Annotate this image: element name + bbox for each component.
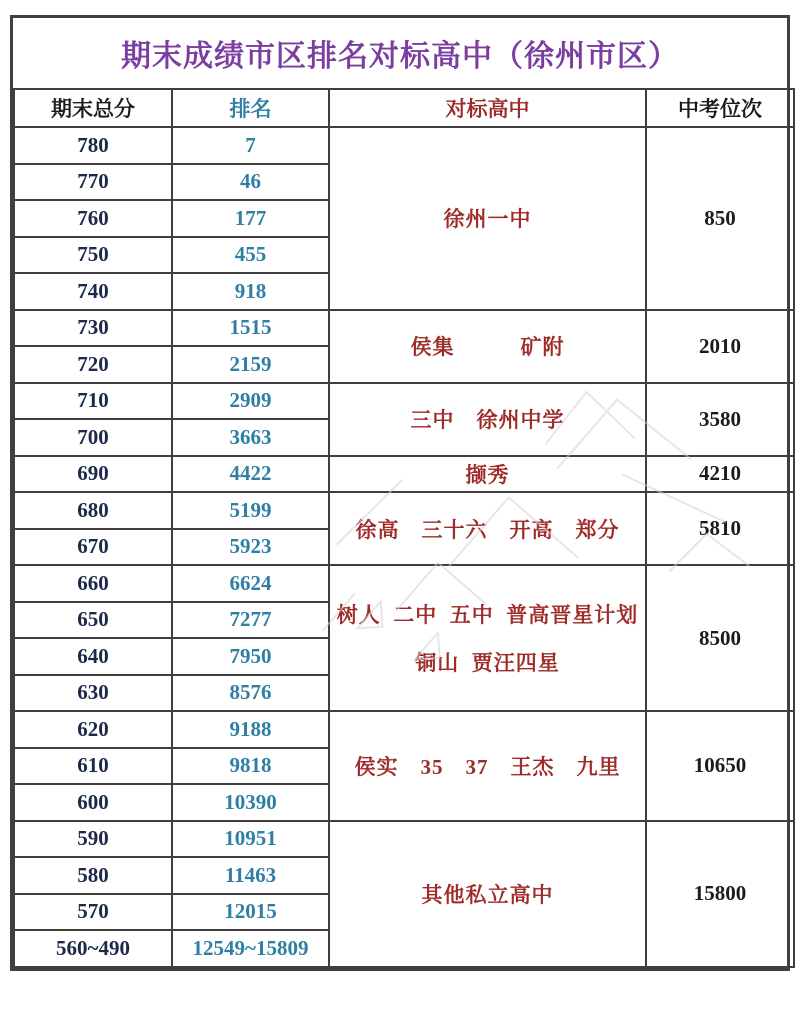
rank-cell: 12015 xyxy=(172,894,329,931)
exam-rank-cell: 15800 xyxy=(646,821,794,967)
score-cell: 720 xyxy=(14,346,172,383)
score-cell: 610 xyxy=(14,748,172,785)
col-header-target-school: 对标高中 xyxy=(329,89,646,127)
school-cell xyxy=(329,310,646,383)
school-name-line: 侯实 35 37 王杰 九里 xyxy=(354,754,621,779)
table-row xyxy=(14,310,794,347)
rank-cell: 10951 xyxy=(172,821,329,858)
school-cell xyxy=(329,383,646,456)
school-name-line: 徐州一中 xyxy=(443,207,532,232)
rank-cell: 1515 xyxy=(172,310,329,347)
score-cell: 710 xyxy=(14,383,172,420)
score-cell: 650 xyxy=(14,602,172,639)
rank-cell: 12549~15809 xyxy=(172,930,329,967)
table-row xyxy=(14,383,794,420)
score-cell: 580 xyxy=(14,857,172,894)
rank-cell: 4422 xyxy=(172,456,329,493)
exam-rank-cell: 4210 xyxy=(646,456,794,493)
exam-rank-cell: 10650 xyxy=(646,711,794,821)
rank-cell: 6624 xyxy=(172,565,329,602)
score-cell: 640 xyxy=(14,638,172,675)
rank-cell: 7950 xyxy=(172,638,329,675)
score-cell: 770 xyxy=(14,164,172,201)
score-cell: 660 xyxy=(14,565,172,602)
rank-cell: 5923 xyxy=(172,529,329,566)
table-body xyxy=(14,127,794,967)
rank-cell: 5199 xyxy=(172,492,329,529)
score-cell: 670 xyxy=(14,529,172,566)
table-frame xyxy=(10,15,790,971)
table-row xyxy=(14,821,794,858)
header-row xyxy=(14,89,794,127)
school-name-line: 铜山 贾汪四星 xyxy=(415,651,560,675)
rank-cell: 455 xyxy=(172,237,329,274)
rank-cell: 10390 xyxy=(172,784,329,821)
score-cell: 760 xyxy=(14,200,172,237)
rank-cell: 9818 xyxy=(172,748,329,785)
school-name-line: 徐高 三十六 开高 郑分 xyxy=(355,517,620,542)
table-row xyxy=(14,565,794,602)
score-cell: 780 xyxy=(14,127,172,164)
school-cell xyxy=(329,565,646,711)
school-name-line: 其他私立高中 xyxy=(421,882,554,907)
score-cell: 630 xyxy=(14,675,172,712)
table-row xyxy=(14,492,794,529)
exam-rank-cell: 3580 xyxy=(646,383,794,456)
score-mapping-table xyxy=(13,88,795,968)
rank-cell: 11463 xyxy=(172,857,329,894)
col-header-final-score: 期末总分 xyxy=(14,89,172,127)
exam-rank-cell: 2010 xyxy=(646,310,794,383)
score-cell: 700 xyxy=(14,419,172,456)
rank-cell: 7 xyxy=(172,127,329,164)
score-cell: 590 xyxy=(14,821,172,858)
rank-cell: 918 xyxy=(172,273,329,310)
exam-rank-cell: 5810 xyxy=(646,492,794,565)
page-title: 期末成绩市区排名对标高中（徐州市区） xyxy=(121,40,679,73)
score-cell: 690 xyxy=(14,456,172,493)
score-cell: 570 xyxy=(14,894,172,931)
score-cell: 680 xyxy=(14,492,172,529)
rank-cell: 46 xyxy=(172,164,329,201)
school-cell xyxy=(329,456,646,493)
col-header-exam-position: 中考位次 xyxy=(646,89,794,127)
rank-cell: 9188 xyxy=(172,711,329,748)
col-header-rank: 排名 xyxy=(172,89,329,127)
school-name-line: 撷秀 xyxy=(465,462,510,487)
score-mapping-sheet xyxy=(10,15,790,971)
score-cell: 740 xyxy=(14,273,172,310)
table-row xyxy=(14,456,794,493)
exam-rank-cell: 850 xyxy=(646,127,794,310)
score-cell: 750 xyxy=(14,237,172,274)
school-name-line: 树人 二中 五中 普高晋星计划 xyxy=(336,603,639,627)
rank-cell: 7277 xyxy=(172,602,329,639)
exam-rank-cell: 8500 xyxy=(646,565,794,711)
score-cell: 730 xyxy=(14,310,172,347)
school-cell xyxy=(329,492,646,565)
rank-cell: 177 xyxy=(172,200,329,237)
school-name-line: 侯集 矿附 xyxy=(410,335,565,359)
score-cell: 560~490 xyxy=(14,930,172,967)
table-row xyxy=(14,127,794,164)
school-name-line: 三中 徐州中学 xyxy=(410,408,565,432)
table-row xyxy=(14,711,794,748)
rank-cell: 2909 xyxy=(172,383,329,420)
rank-cell: 2159 xyxy=(172,346,329,383)
school-cell xyxy=(329,711,646,821)
school-cell xyxy=(329,127,646,310)
score-cell: 620 xyxy=(14,711,172,748)
rank-cell: 8576 xyxy=(172,675,329,712)
score-cell: 600 xyxy=(14,784,172,821)
rank-cell: 3663 xyxy=(172,419,329,456)
school-cell xyxy=(329,821,646,967)
